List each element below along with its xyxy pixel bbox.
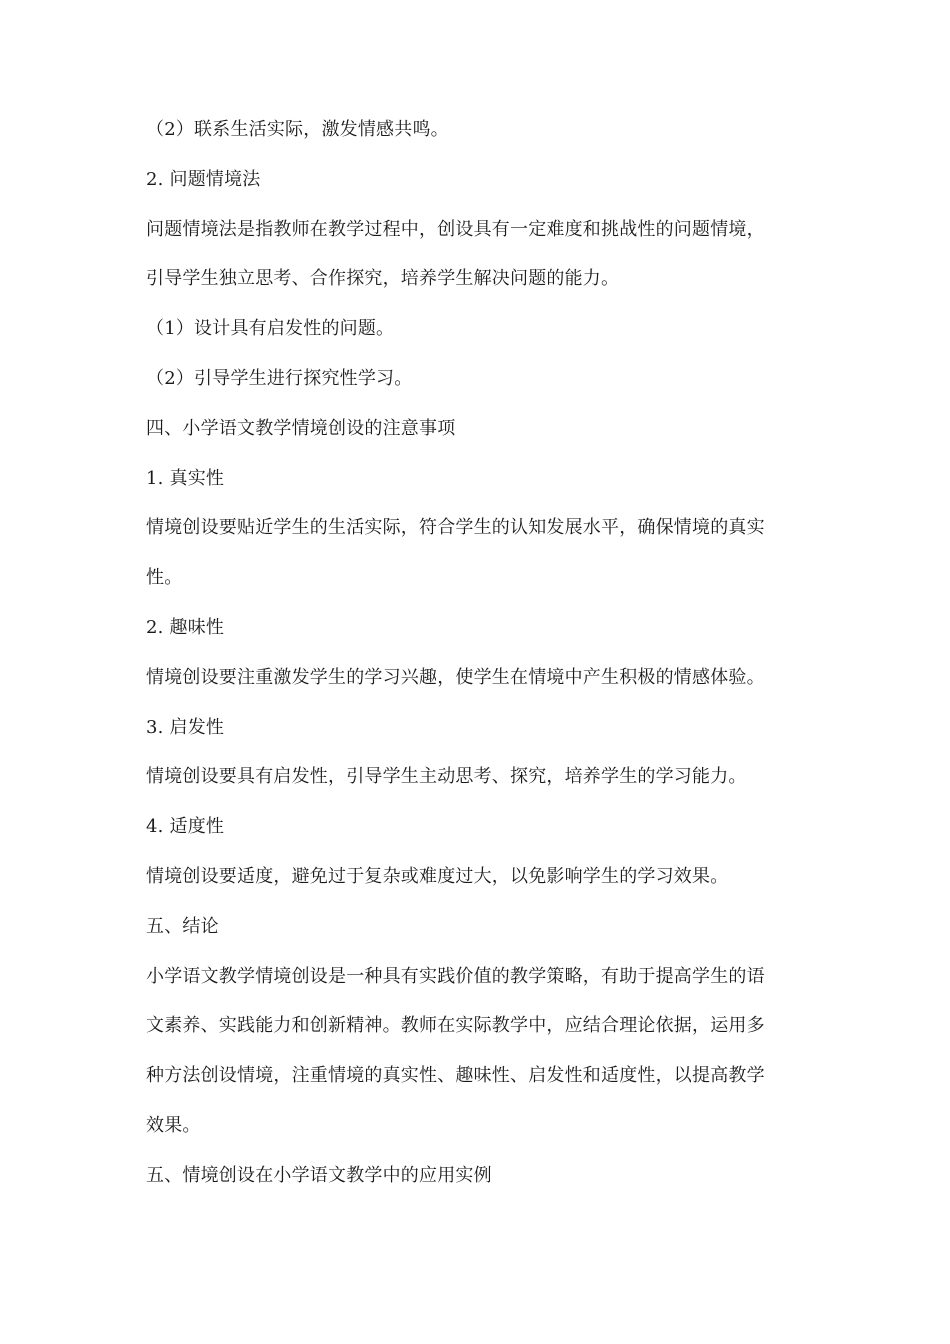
paragraph-line: 情境创设要注重激发学生的学习兴趣，使学生在情境中产生积极的情感体验。 bbox=[146, 666, 765, 688]
section-heading: 3. 启发性 bbox=[146, 716, 225, 738]
list-item: （1）设计具有启发性的问题。 bbox=[146, 318, 395, 340]
section-heading: 2. 问题情境法 bbox=[146, 168, 261, 190]
paragraph-line: 情境创设要贴近学生的生活实际，符合学生的认知发展水平，确保情境的真实 bbox=[146, 517, 765, 539]
paragraph-line: 小学语文教学情境创设是一种具有实践价值的教学策略，有助于提高学生的语 bbox=[146, 965, 765, 987]
list-item: （2）联系生活实际，激发情感共鸣。 bbox=[146, 119, 449, 140]
paragraph-line: 文素养、实践能力和创新精神。教师在实际教学中，应结合理论依据，运用多 bbox=[146, 1015, 765, 1037]
list-item: （2）引导学生进行探究性学习。 bbox=[146, 367, 413, 389]
chapter-heading: 五、情境创设在小学语文教学中的应用实例 bbox=[146, 1164, 492, 1186]
section-heading: 1. 真实性 bbox=[146, 467, 225, 489]
paragraph-line: 问题情境法是指教师在教学过程中，创设具有一定难度和挑战性的问题情境， bbox=[146, 218, 765, 240]
paragraph-line: 性。 bbox=[146, 567, 183, 589]
section-heading: 2. 趣味性 bbox=[146, 616, 225, 638]
section-heading: 4. 适度性 bbox=[146, 816, 225, 838]
chapter-heading: 五、结论 bbox=[146, 915, 219, 937]
paragraph-line: 情境创设要适度，避免过于复杂或难度过大，以免影响学生的学习效果。 bbox=[146, 865, 729, 887]
paragraph-line: 种方法创设情境，注重情境的真实性、趣味性、启发性和适度性，以提高教学 bbox=[146, 1065, 765, 1087]
paragraph-line: 情境创设要具有启发性，引导学生主动思考、探究，培养学生的学习能力。 bbox=[146, 766, 747, 788]
paragraph-line: 效果。 bbox=[146, 1114, 201, 1136]
chapter-heading: 四、小学语文教学情境创设的注意事项 bbox=[146, 417, 456, 439]
document-body bbox=[146, 118, 806, 1214]
paragraph-line: 引导学生独立思考、合作探究，培养学生解决问题的能力。 bbox=[146, 268, 620, 290]
